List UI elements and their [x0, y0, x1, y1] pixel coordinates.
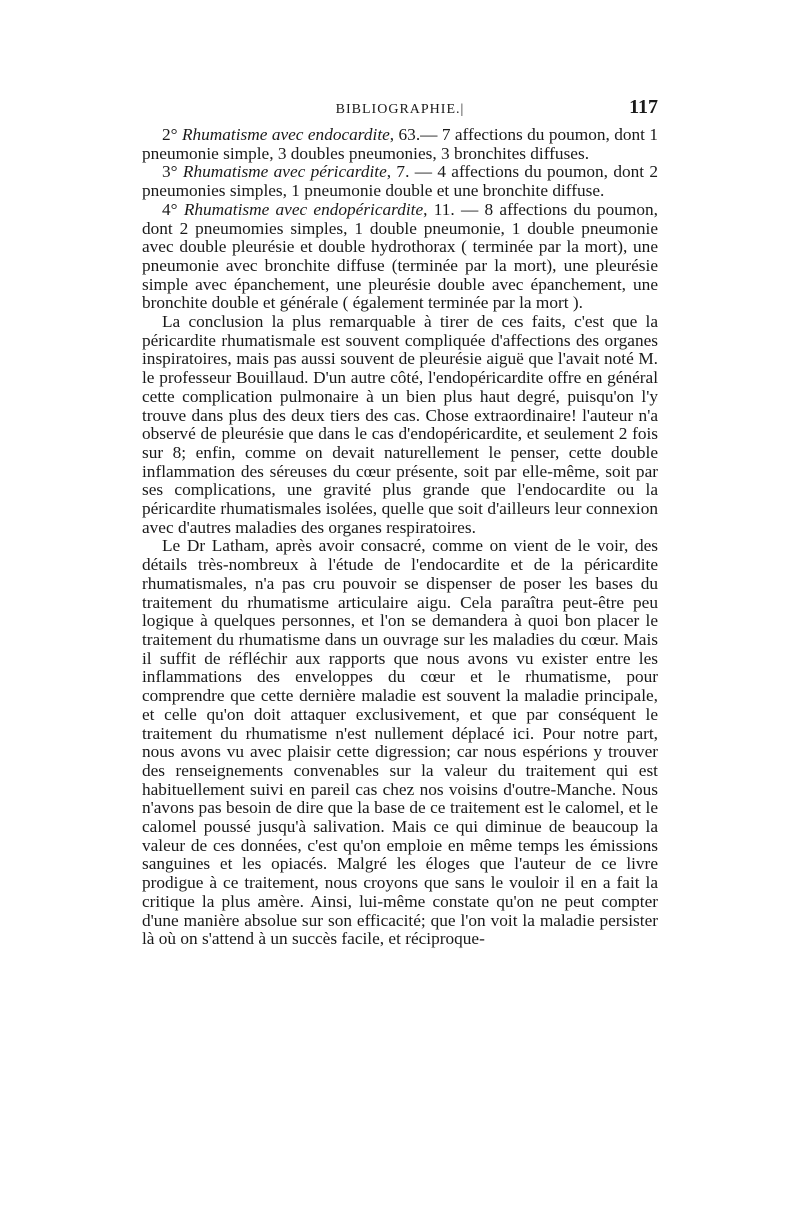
item-number: 3°: [162, 162, 183, 182]
item-text: , 63.— 7 affections du poumon, dont 1 pneumonie simple, 3 doubles pneumonies, 3 bronchites diffuses.: [142, 125, 658, 163]
page-number: 117: [629, 96, 658, 118]
body-text: [142, 126, 658, 949]
paragraph-conclusion: La conclusion la plus remarquable à tirer de ces faits, c'est que la péricardite rhumatismale est souvent compliquée d'affections des organes inspiratoires, mais pas aussi souvent de pleurésie aiguë que l'avait noté M. le professeur Bouillaud. D'un autre côté, l'endopéricardite offre en général cette complication pulmonaire à un bien plus haut degré, puisqu'on l'y trouve dans plus des deux tiers des cas. Chose extraordinaire! l'auteur n'a observé de pleurésie que dans le cas d'endopéricardite, et seulement 2 fois sur 8; enfin, comme on devait naturellement le penser, cette double inflammation des séreuses du cœur présente, soit par elle-même, soit par ses complications, une gravité plus grande que l'endocardite ou la péricardite rhumatismales isolées, quelle que soit d'ailleurs leur connexion avec d'autres maladies des organes respiratoires.: [142, 312, 658, 537]
item-title: Rhumatisme avec endocardite: [181, 125, 390, 144]
paragraph-latham: Le Dr Latham, après avoir consacré, comme on vient de le voir, des détails très-nombreux à l'étude de l'endocardite et de la péricardite rhumatismales, n'a pas cru pouvoir se dispenser de poser les bases du traitement du rhumatisme articulaire aigu. Cela paraîtra peut-être peu logique à quelques personnes, et l'on se demandera à quoi bon placer le traitement du rhumatisme dans un ouvrage sur les maladies du cœur. Mais il suffit de réfléchir aux rapports que nous avons vu exister entre les inflammations des enveloppes du cœur et le rhumatisme, pour comprendre que cette dernière maladie est souvent la maladie principale, et celle qu'on doit attaquer exclusivement, et que par conséquent le traitement du rhumatisme n'est nullement déplacé ici. Pour notre part, nous avons vu avec plaisir cette digression; car nous espérions y trouver des renseignements convenables sur la valeur du traitement qui est habituellement suivi en pareil cas chez nos voisins d'outre-Manche. Nous n'avons pas besoin de dire que la base de ce traitement est le calomel, et le calomel poussé jusqu'à salivation. Mais ce qui diminue de beaucoup la valeur de ces données, c'est qu'on emploie en même temps les émissions sanguines et les opiacés. Malgré les éloges que l'auteur de ce livre prodigue à ce traitement, nous croyons que sans le vouloir il en a fait la critique la plus amère. Ainsi, lui-même constate qu'on ne peut compter d'une manière absolue sur son efficacité; que l'on voit la maladie persister là où on s'attend à un succès facile, et réciproque-: [142, 536, 658, 949]
item-number: 4°: [162, 199, 184, 219]
running-title: BIBLIOGRAPHIE.|: [335, 102, 465, 117]
item-title: Rhumatisme avec endopéricardite: [183, 199, 424, 219]
book-page: [142, 96, 658, 949]
item-text: , 7. — 4 affections du poumon, dont 2 pneumonies simples, 1 pneumonie double et une bronchite diffuse.: [142, 162, 659, 201]
item-title: Rhumatisme avec péricardite: [182, 162, 387, 182]
item-number: 2°: [162, 125, 182, 144]
item-text: , 11. — 8 affections du poumon, dont 2 pneumomies simples, 1 double pneumonie, 1 double pneumonie avec double pleurésie et double hydrothorax ( terminée par la mort), une pneumonie avec bronchite diffuse (terminée par la mort), une pleurésie simple avec épanchement, une pleurésie double avec épanchement, une bronchite double et générale ( également terminée par la mort ).: [142, 199, 658, 313]
paragraph-item-4: [142, 201, 658, 313]
paragraph-item-2: [142, 126, 658, 163]
running-header: [142, 96, 658, 124]
paragraph-item-3: [142, 163, 658, 200]
